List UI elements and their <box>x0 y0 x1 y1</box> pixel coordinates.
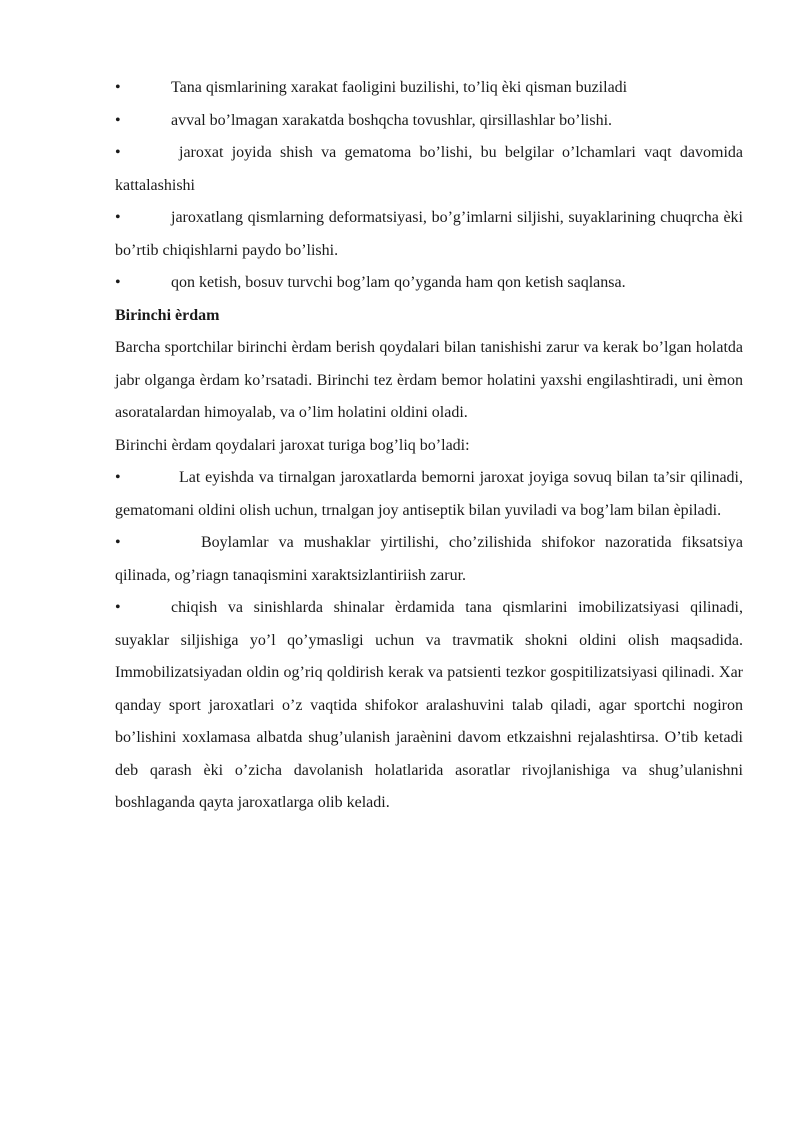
rules-intro: Birinchi èrdam qoydalari jaroxat turiga bog’liq bo’ladi: <box>115 436 470 454</box>
symptom-bullet-2 <box>115 105 743 138</box>
symptom-bullet-4 <box>115 202 743 267</box>
intro-paragraph: Barcha sportchilar birinchi èrdam berish qoydalari bilan tanishishi zarur va kerak bo’lgan holatda jabr olganga èrdam ko’rsatadi. Birinchi tez èrdam bemor holatini yaxshi engilashtiradi, uni èmon asoratalardan himoyalab, va o’lim holatini oldini oladi. <box>115 339 743 421</box>
bullet-text: chiqish va sinishlarda shinalar èrdamida tana qismlarini imobilizatsiyasi qilinadi, suyaklar siljishiga yo’l qo’ymasligi uchun va travmatik shokni oldini olish maqsadida. Immobilizatsiyadan oldin og’riq qoldirish kerak va patsienti tezkor gospitilizatsiyasi qilinadi. Xar qanday sport jaroxatlari o’z vaqtida shifokor aralashuvini talab qiladi, agar sportchi nogiron bo’lishini xoxlamasa albatda shug’ulanish jaraènini davom etkzaishni rejalashtirsa. O’tib ketadi deb qarash èki o’zicha davolanish holatlarida asoratlar rivojlanishiga va shug’ulanishni boshlaganda qayta jaroxatlarga olib keladi. <box>115 599 743 811</box>
symptom-bullet-3 <box>115 137 743 202</box>
bullet-mark: • <box>115 469 121 486</box>
bullet-text: Lat eyishda va tirnalgan jaroxatlarda bemorni jaroxat joyiga sovuq bilan ta’sir qilinadi, gematomani oldini olish uchun, trnalgan joy antiseptik bilan yuviladi va bog’lam bilan èpiladi. <box>115 469 743 519</box>
bullet-mark: • <box>115 534 121 551</box>
symptom-bullet-5 <box>115 267 743 300</box>
bullet-text: jaroxatlang qismlarning deformatsiyasi, bo’g’imlarni siljishi, suyaklarining chuqrcha èki bo’rtib chiqishlarni paydo bo’lishi. <box>115 209 743 259</box>
rule-bullet-3 <box>115 592 743 820</box>
rule-bullet-2 <box>115 527 743 592</box>
bullet-text: Boylamlar va mushaklar yirtilishi, cho’zilishida shifokor nazoratida fiksatsiya qilinada, og’riagn tanaqismini xaraktsizlantiriish zarur. <box>115 534 743 584</box>
rule-bullet-1 <box>115 462 743 527</box>
bullet-mark: • <box>115 79 121 96</box>
bullet-mark: • <box>115 111 121 129</box>
bullet-mark: • <box>115 144 121 161</box>
bullet-text: qon ketish, bosuv turvchi bog’lam qo’yganda ham qon ketish saqlansa. <box>171 274 626 291</box>
symptom-bullet-1 <box>115 72 743 105</box>
section-heading: Birinchi èrdam <box>115 306 220 324</box>
bullet-text: jaroxat joyida shish va gematoma bo’lishi, bu belgilar o’lchamlari vaqt davomida kattalashishi <box>115 144 743 194</box>
bullet-text: avval bo’lmagan xarakatda boshqcha tovushlar, qirsillashlar bo’lishi. <box>171 111 613 129</box>
bullet-mark: • <box>115 209 121 226</box>
bullet-mark: • <box>115 274 121 291</box>
bullet-text: Tana qismlarining xarakat faoligini buzilishi, to’liq èki qisman buziladi <box>171 79 628 96</box>
document-page <box>115 72 743 820</box>
bullet-mark: • <box>115 599 121 616</box>
